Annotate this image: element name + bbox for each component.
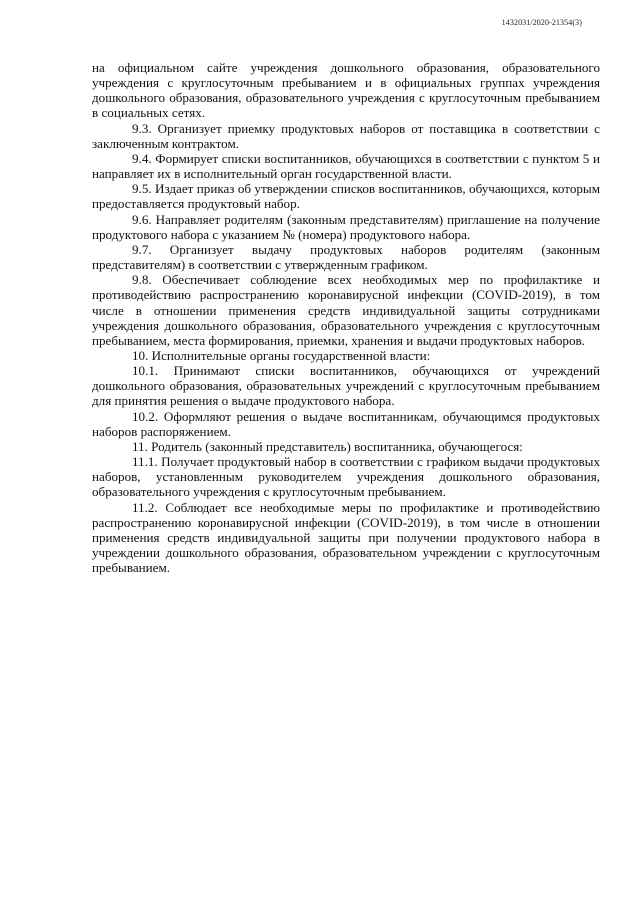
document-body (92, 60, 600, 575)
paragraph-9-8: 9.8. Обеспечивает соблюдение всех необходимых мер по профилактике и противодействию распространению коронавирусной инфекции (COVID-2019), в том числе в отношении применения средств индивидуальной защиты сотрудниками учреждения дошкольного образования, образовательного учреждения с круглосуточным пребыванием, места формирования, приемки, хранения и выдачи продуктовых наборов. (92, 272, 600, 348)
paragraph-9-4: 9.4. Формирует списки воспитанников, обучающихся в соответствии с пунктом 5 и направляет их в исполнительный орган государственной власти. (92, 150, 600, 182)
paragraph-continuation: на официальном сайте учреждения дошкольного образования, образовательного учреждения с круглосуточным пребыванием и в официальных группах учреждения дошкольного образования, образовательного учреждения с круглосуточным пребыванием в социальных сетях. (92, 60, 600, 121)
paragraph-10-1: 10.1. Принимают списки воспитанников, обучающихся от учреждений дошкольного образования, образовательных учреждений с круглосуточным пребыванием для принятия решения о выдаче продуктового набора. (92, 363, 600, 409)
paragraph-11-1: 11.1. Получает продуктовый набор в соответствии с графиком выдачи продуктовых наборов, установленным руководителем учреждения дошкольного образования, образовательного учреждения с круглосуточным пребыванием. (92, 454, 600, 500)
paragraph-10-2: 10.2. Оформляют решения о выдаче воспитанникам, обучающимся продуктовых наборов распоряжением. (92, 408, 600, 439)
paragraph-11-2: 11.2. Соблюдает все необходимые меры по профилактике и противодействию распространению коронавирусной инфекции (COVID-2019), в том числе в отношении применения средств индивидуальной защиты при получении продуктового набора в учреждении дошкольного образования, образовательном учреждении с круглосуточным пребыванием. (92, 499, 600, 576)
paragraph-10: 10. Исполнительные органы государственной власти: (132, 347, 431, 363)
paragraph-9-3: 9.3. Организует приемку продуктовых наборов от поставщика в соответствии с заключенным контрактом. (92, 120, 600, 151)
paragraph-11: 11. Родитель (законный представитель) воспитанника, обучающегося: (132, 438, 523, 454)
paragraph-9-5: 9.5. Издает приказ об утверждении списков воспитанников, обучающихся, которым предоставляется продуктовый набор. (92, 181, 600, 212)
paragraph-9-6: 9.6. Направляет родителям (законным представителям) приглашение на получение продуктового набора с указанием № (номера) продуктового набора. (92, 211, 600, 242)
document-number: 1432031/2020-21354(3) (501, 18, 582, 27)
paragraph-9-7: 9.7. Организует выдачу продуктовых наборов родителям (законным представителям) в соответствии с утвержденным графиком. (92, 241, 600, 273)
